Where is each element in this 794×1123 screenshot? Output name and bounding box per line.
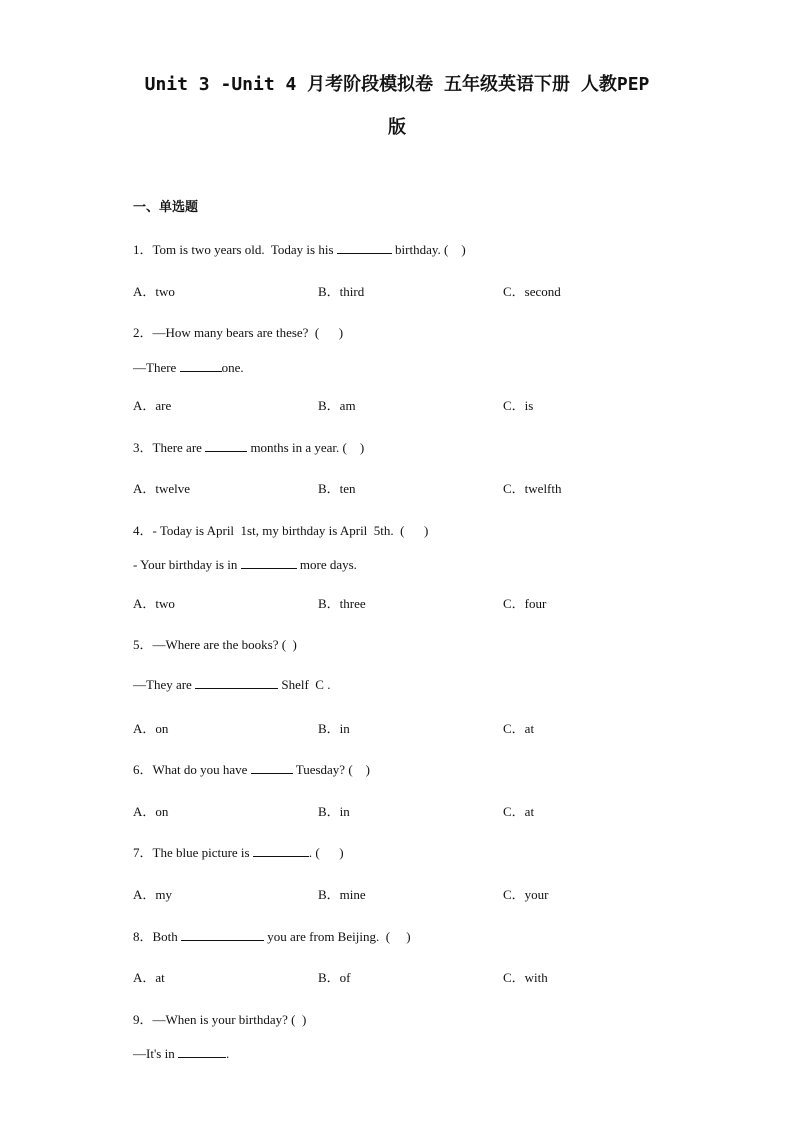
question-text: you are from Beijing. ( ) <box>264 929 411 944</box>
question-text: . ( ) <box>308 845 344 860</box>
question-text: —There <box>133 360 180 375</box>
page-title-continued: 版 <box>388 117 406 138</box>
section-heading: 一、单选题 <box>133 200 199 215</box>
question-5: 5．—Where are the books? ( ) <box>133 637 297 652</box>
question-9: 9．—When is your birthday? ( ) <box>133 1012 307 1027</box>
option-c[interactable]: C．is <box>503 398 534 413</box>
question-text: 6．What do you have <box>133 762 251 777</box>
answer-blank <box>241 556 297 569</box>
question-text: —They are <box>133 677 196 692</box>
question-2-sub <box>133 359 244 376</box>
question-text: one. <box>221 360 244 375</box>
option-a[interactable]: A．two <box>133 284 175 299</box>
option-a[interactable]: A．two <box>133 596 175 611</box>
question-text: —It's in <box>133 1046 178 1061</box>
question-text: months in a year. ( ) <box>247 440 365 455</box>
question-4: 4．- Today is April 1st, my birthday is April 5th. ( ) <box>133 523 429 538</box>
option-a[interactable]: A．twelve <box>133 481 191 496</box>
answer-blank <box>251 761 293 774</box>
question-2: 2．—How many bears are these? ( ) <box>133 325 344 340</box>
answer-blank <box>253 844 309 857</box>
option-c[interactable]: C．at <box>503 721 535 736</box>
option-b[interactable]: B．in <box>318 721 350 736</box>
option-a[interactable]: A．at <box>133 970 165 985</box>
question-9-sub <box>133 1045 229 1062</box>
option-c[interactable]: C．at <box>503 804 535 819</box>
option-b[interactable]: B．in <box>318 804 350 819</box>
option-b[interactable]: B．am <box>318 398 356 413</box>
question-text: 7．The blue picture is <box>133 845 253 860</box>
answer-blank <box>205 439 247 452</box>
option-b[interactable]: B．three <box>318 596 366 611</box>
answer-blank <box>195 676 278 689</box>
option-a[interactable]: A．on <box>133 804 169 819</box>
option-b[interactable]: B．third <box>318 284 365 299</box>
question-8 <box>133 926 411 945</box>
question-text: birthday. ( ) <box>391 242 466 257</box>
option-c[interactable]: C．second <box>503 284 561 299</box>
question-text: more days. <box>296 557 357 572</box>
option-a[interactable]: A．my <box>133 887 173 902</box>
option-c[interactable]: C．twelfth <box>503 481 562 496</box>
question-1 <box>133 239 466 258</box>
option-c[interactable]: C．four <box>503 596 547 611</box>
question-text: Shelf C . <box>278 677 331 692</box>
question-4-sub <box>133 556 357 573</box>
answer-blank <box>178 1045 226 1058</box>
answer-blank <box>180 359 222 372</box>
answer-blank <box>181 928 264 941</box>
question-5-sub <box>133 676 330 693</box>
answer-blank <box>337 241 392 254</box>
option-b[interactable]: B．mine <box>318 887 366 902</box>
question-text: 8．Both <box>133 929 182 944</box>
question-3 <box>133 437 364 456</box>
question-6 <box>133 759 370 778</box>
question-text: 3．There are <box>133 440 206 455</box>
question-7 <box>133 842 344 861</box>
option-b[interactable]: B．ten <box>318 481 356 496</box>
option-b[interactable]: B．of <box>318 970 351 985</box>
question-text: 1．Tom is two years old. Today is his <box>133 242 337 257</box>
page-title: Unit 3 -Unit 4 月考阶段模拟卷 五年级英语下册 人教PEP <box>144 74 650 95</box>
option-c[interactable]: C．your <box>503 887 549 902</box>
option-a[interactable]: A．on <box>133 721 169 736</box>
option-c[interactable]: C．with <box>503 970 548 985</box>
question-text: Tuesday? ( ) <box>292 762 370 777</box>
question-text: . <box>225 1046 230 1061</box>
question-text: - Your birthday is in <box>133 557 241 572</box>
option-a[interactable]: A．are <box>133 398 172 413</box>
